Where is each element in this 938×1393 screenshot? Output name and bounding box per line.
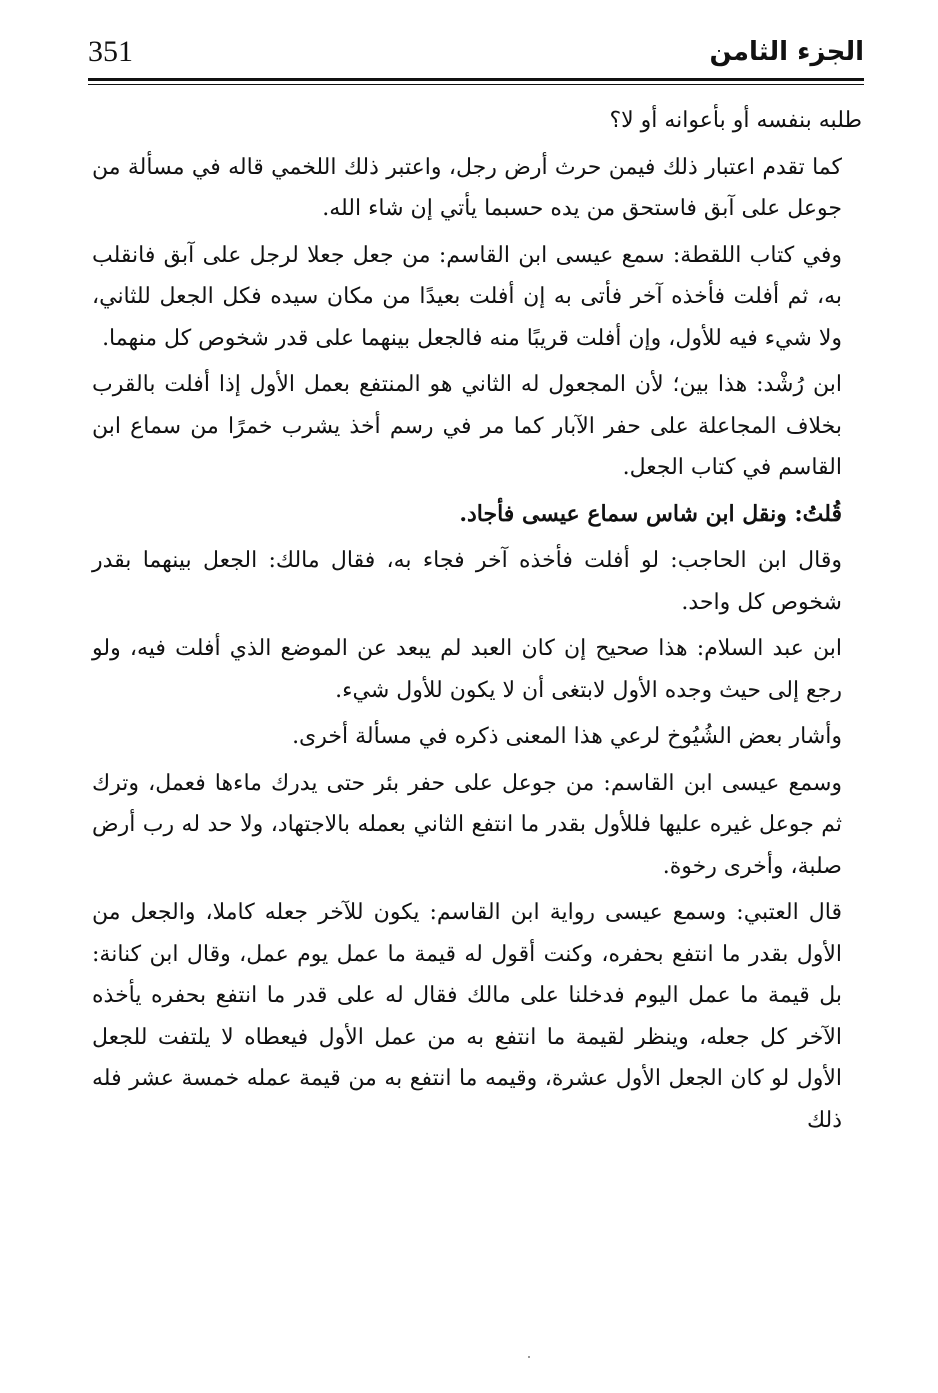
paragraph-3: وفي كتاب اللقطة: سمع عيسى ابن القاسم: من جعل جعلا لرجل على آبق فانقلب به، ثم أفلت فأخذه آخر فأتى به إن أفلت بعيدًا من مكان سيده فكل الجعل للثاني، ولا شيء فيه للأول، وإن أفلت قريبًا منه فالجعل بينهما على قدر شخوص كل منهما.: [92, 242, 842, 351]
header-rule-thick: [88, 78, 864, 81]
paragraph-2: كما تقدم اعتبار ذلك فيمن حرث أرض رجل، واعتبر ذلك اللخمي قاله في مسألة من جوعل على آبق فاستحق من يده حسبما يأتي إن شاء الله.: [92, 154, 842, 221]
paragraph-4: ابن رُشْد: هذا بين؛ لأن المجعول له الثاني هو المنتفع بعمل الأول إذا أفلت بالقرب بخلاف المجاعلة على حفر الآبار كما مر في رسم أخذ يشرب خمرًا من سماع ابن القاسم في كتاب الجعل.: [92, 372, 842, 480]
page-header: [88, 30, 864, 80]
footer-dot: [528, 1356, 530, 1358]
paragraph-7: ابن عبد السلام: هذا صحيح إن كان العبد لم يبعد عن الموضع الذي أفلت فيه، ولو رجع إلى حيث وجده الأول لابتغى أن لا يكون للأول شيء.: [92, 636, 842, 703]
paragraph-8: وأشار بعض الشُيُوخ لرعي هذا المعنى ذكره في مسألة أخرى.: [292, 724, 842, 749]
paragraph-6: وقال ابن الحاجب: لو أفلت فأخذه آخر فجاء به، فقال مالك: الجعل بينهما بقدر شخوص كل واحد.: [92, 548, 842, 615]
paragraph-5: قُلتُ: ونقل ابن شاس سماع عيسى فأجاد.: [459, 500, 842, 527]
paragraph-1: طلبه بنفسه أو بأعوانه أو لا؟: [609, 108, 862, 133]
body-text: [92, 100, 862, 1146]
paragraph-9: وسمع عيسى ابن القاسم: من جوعل على حفر بئر حتى يدرك ماءها فعمل، وترك ثم جوعل غيره عليها فللأول بقدر ما انتفع الثاني بعمله بالاجتهاد، ولا حد له رب أرض صلبة، وأخرى رخوة.: [92, 770, 842, 879]
header-rule-thin: [88, 84, 864, 85]
paragraph-10: قال العتبي: وسمع عيسى رواية ابن القاسم: يكون للآخر جعله كاملا، والجعل من الأول بقدر ما انتفع بحفره، وكنت أقول له قيمة ما عمل يوم عمل، وقال ابن كنانة: بل قيمة ما عمل اليوم فدخلنا على مالك فقال له على قدر ما انتفع بحفره يأخذه الآخر كل جعله، وينظر لقيمة ما انتفع به من عمل الأول فيعطاه لا يلتفت للجعل الأول لو كان الجعل الأول عشرة، وقيمه ما انتفع به من قيمة عمله خمسة عشر فله ذلك: [92, 900, 842, 1133]
page-number: 351: [88, 35, 133, 68]
running-title: الجزء الثامن: [709, 37, 864, 67]
